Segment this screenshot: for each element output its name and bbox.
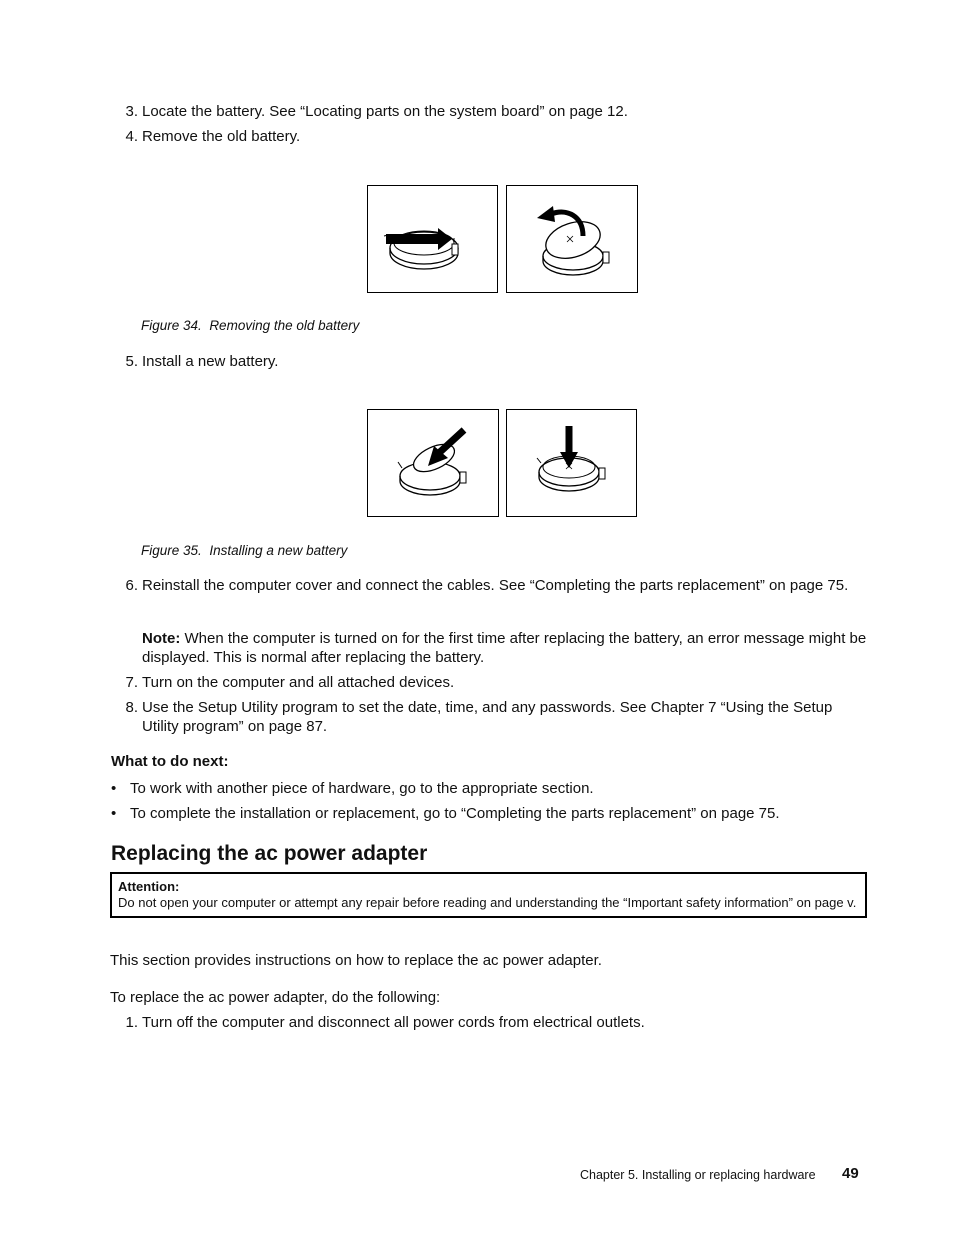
figure-caption-text: Removing the old battery [209,318,360,333]
step-number: 1. [125,1014,138,1031]
section-title: Replacing the ac power adapter [111,842,428,865]
section-step-1 [118,1013,878,1032]
figure-34-panel-remove-clip [367,185,498,293]
step-number: 8. [125,699,138,716]
what-to-do-next-heading: What to do next: [111,753,229,770]
step-5 [118,352,878,371]
step-number: 7. [125,674,138,691]
step-text: Remove the old battery. [142,128,301,145]
attention-box [110,872,867,918]
figure-35-caption [141,541,347,560]
list-item [111,779,871,798]
bullet-icon: • [111,780,117,797]
page-number: 49 [842,1165,859,1182]
note [142,629,872,667]
battery-press-down-icon [507,410,636,516]
step-number: 4. [125,128,138,145]
battery-insert-angled-icon [368,410,498,516]
battery-remove-slide-icon [368,186,497,292]
note-text: When the computer is turned on for the first time after replacing the battery, an error message might be displayed. This is normal after replacing the battery. [142,630,867,666]
note-label: Note: [142,630,181,647]
section-lead: To replace the ac power adapter, do the following: [110,989,441,1006]
figure-caption-text: Installing a new battery [209,543,348,558]
attention-text: Do not open your computer or attempt any repair before reading and understanding the “Important safety information” on page v. [118,895,857,910]
section-intro: This section provides instructions on how to replace the ac power adapter. [110,952,602,969]
step-4 [118,127,878,146]
figure-label: Figure 35. [141,543,202,558]
step-3 [118,102,878,121]
step-text: Locate the battery. See “Locating parts on the system board” on page 12. [142,103,628,120]
step-text: Turn on the computer and all attached devices. [142,674,455,691]
battery-lift-arrow-icon [507,186,637,292]
list-item [111,804,871,823]
footer-chapter: Chapter 5. Installing or replacing hardware [580,1168,816,1182]
bullet-icon: • [111,805,117,822]
step-number: 3. [125,103,138,120]
step-number: 5. [125,353,138,370]
bullet-text: To complete the installation or replacement, go to “Completing the parts replacement” on page 75. [130,805,780,822]
figure-34-caption [141,316,359,335]
figure-35-panel-press-down [506,409,637,517]
bullet-text: To work with another piece of hardware, go to the appropriate section. [130,780,594,797]
figure-label: Figure 34. [141,318,202,333]
figure-34-panel-lift-battery [506,185,638,293]
step-text: Use the Setup Utility program to set the date, time, and any passwords. See Chapter 7 “Using the Setup Utility program” on page 87. [142,699,833,735]
figure-35-panel-insert-angle [367,409,499,517]
attention-label: Attention: [118,879,180,894]
step-8 [118,698,868,736]
step-6 [118,576,878,595]
step-text: Install a new battery. [142,353,279,370]
step-text: Turn off the computer and disconnect all power cords from electrical outlets. [142,1014,645,1031]
step-text: Reinstall the computer cover and connect the cables. See “Completing the parts replacement” on page 75. [142,577,849,594]
step-number: 6. [125,577,138,594]
step-7 [118,673,878,692]
